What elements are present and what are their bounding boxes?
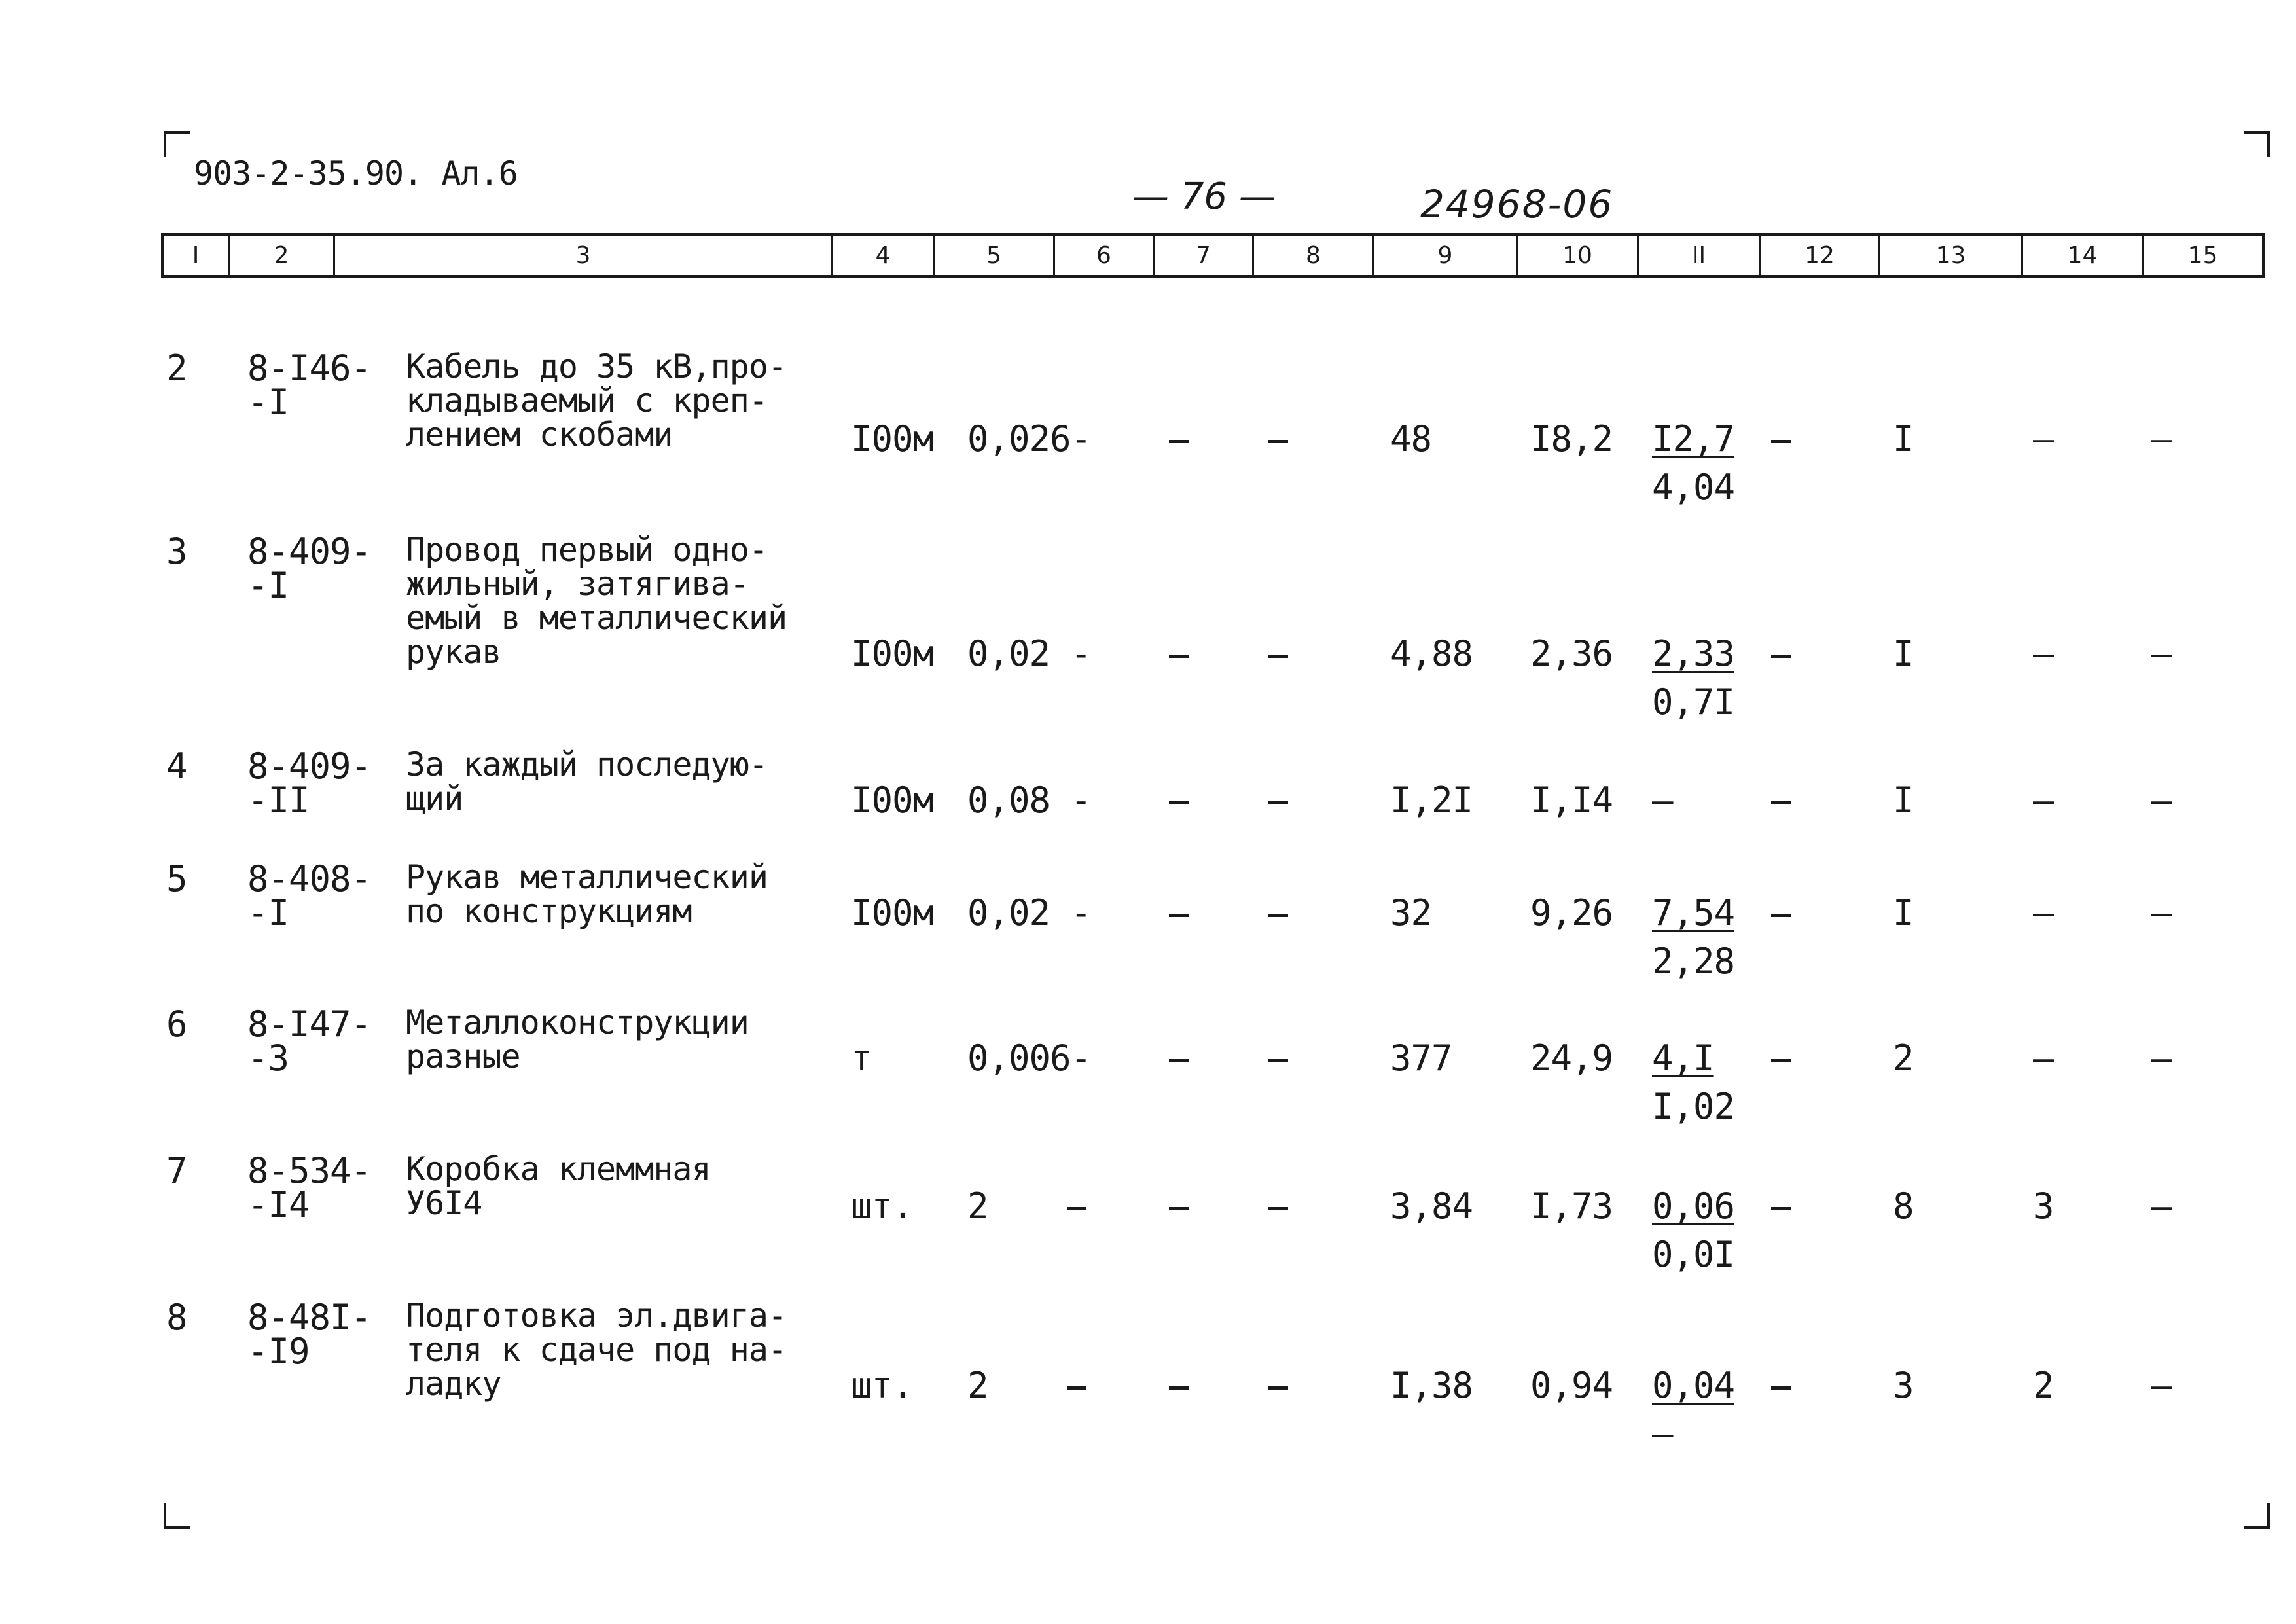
row-col11-top: – <box>1652 780 1673 821</box>
row-col13: 8 <box>1893 1185 1914 1227</box>
row-col11-top: 7,54 <box>1652 892 1735 933</box>
column-header-14: 14 <box>2021 236 2142 275</box>
dash-col7 <box>1169 655 1189 658</box>
row-col11-top: I2,7 <box>1652 418 1735 460</box>
page-number: — 76 — <box>1132 175 1276 218</box>
row-number: 3 <box>166 531 187 572</box>
column-header-1: I <box>192 242 200 269</box>
row-code-line1: 8-I47- <box>247 1003 372 1045</box>
row-col15: – <box>2151 1365 2172 1406</box>
column-header-7: 7 <box>1153 236 1252 275</box>
row-col11-top: 0,04 <box>1652 1365 1735 1406</box>
dash-col7 <box>1169 1207 1189 1210</box>
dash-col12 <box>1771 440 1791 443</box>
column-header-5: 5 <box>933 236 1053 275</box>
dash-col8 <box>1268 440 1288 443</box>
dash-col12 <box>1771 801 1791 804</box>
column-header-12: 12 <box>1759 236 1878 275</box>
row-number: 5 <box>166 858 187 899</box>
row-code-line1: 8-409- <box>247 531 372 572</box>
row-col10: I,I4 <box>1530 780 1613 821</box>
row-col11-bottom: 0,0I <box>1652 1234 1735 1275</box>
dash-col12 <box>1771 655 1791 658</box>
row-code-line1: 8-409- <box>247 746 372 787</box>
row-col14: – <box>2033 892 2054 933</box>
column-header-2: 2 <box>228 236 333 275</box>
row-code-line2: -I <box>247 892 289 933</box>
row-code-line2: -II <box>247 780 310 821</box>
dash-col7 <box>1169 801 1189 804</box>
row-number: 2 <box>166 348 187 389</box>
row-number: 4 <box>166 746 187 787</box>
dash-col7 <box>1169 1059 1189 1062</box>
column-header-13: 13 <box>1878 236 2021 275</box>
column-header-3: 3 <box>333 236 831 275</box>
row-col13: I <box>1893 892 1914 933</box>
row-col10: 9,26 <box>1530 892 1613 933</box>
row-unit: I00м <box>851 892 934 933</box>
row-col9: 4,88 <box>1390 633 1473 674</box>
document-code: 903-2-35.90. Ал.6 <box>194 154 518 192</box>
row-quantity: 2 <box>967 1185 988 1227</box>
row-quantity: 2 <box>967 1365 988 1406</box>
row-col13: 2 <box>1893 1038 1914 1079</box>
row-col14: 3 <box>2033 1185 2054 1227</box>
row-col11-top: 0,06 <box>1652 1185 1735 1227</box>
row-description: Металлоконструкции разные <box>406 1003 749 1075</box>
row-unit: т <box>851 1038 872 1079</box>
corner-mark-bottom-left <box>164 1503 190 1529</box>
dash-col6 <box>1067 1207 1086 1210</box>
column-header-4: 4 <box>831 236 933 275</box>
row-quantity: 0,02 - <box>967 892 1092 933</box>
column-header-row <box>161 233 2265 278</box>
row-code-line2: -I <box>247 565 289 606</box>
row-col13: I <box>1893 418 1914 460</box>
row-col10: 2,36 <box>1530 633 1613 674</box>
column-header-8: 8 <box>1252 236 1372 275</box>
dash-col8 <box>1268 1207 1288 1210</box>
row-description: За каждый последую- щий <box>406 746 768 818</box>
row-description: Коробка клеммная У6I4 <box>406 1150 711 1222</box>
dash-col8 <box>1268 1386 1288 1390</box>
row-number: 8 <box>166 1297 187 1338</box>
corner-mark-top-left <box>164 131 190 157</box>
row-number: 6 <box>166 1003 187 1045</box>
row-col15: – <box>2151 633 2172 674</box>
dash-col6 <box>1067 1386 1086 1390</box>
row-code-line2: -I <box>247 382 289 423</box>
dash-col8 <box>1268 655 1288 658</box>
row-col11-bottom: I,02 <box>1652 1086 1735 1127</box>
row-unit: шт. <box>851 1185 913 1227</box>
column-header-9: 9 <box>1372 236 1516 275</box>
sheet-id: 24968-06 <box>1420 182 1614 226</box>
row-quantity: 0,02 - <box>967 633 1092 674</box>
dash-col12 <box>1771 1059 1791 1062</box>
row-col14: – <box>2033 780 2054 821</box>
dash-col8 <box>1268 914 1288 917</box>
row-col11-top: 4,I <box>1652 1038 1714 1079</box>
row-col11-bottom: 4,04 <box>1652 467 1735 508</box>
row-description: Кабель до 35 кВ,про- кладываемый с креп- лением скобами <box>406 348 787 454</box>
row-code-line1: 8-48I- <box>247 1297 372 1338</box>
row-code-line2: -3 <box>247 1038 289 1079</box>
row-col9: I,38 <box>1390 1365 1473 1406</box>
row-unit: I00м <box>851 418 934 460</box>
row-quantity: 0,026- <box>967 418 1092 460</box>
row-col15: – <box>2151 1038 2172 1079</box>
row-description: Рукав металлический по конструкциям <box>406 858 768 930</box>
column-header-6: 6 <box>1053 236 1153 275</box>
dash-col12 <box>1771 1207 1791 1210</box>
row-quantity: 0,08 - <box>967 780 1092 821</box>
corner-mark-top-right <box>2244 131 2270 157</box>
row-col14: – <box>2033 633 2054 674</box>
row-code-line2: -I4 <box>247 1184 310 1225</box>
row-col13: I <box>1893 780 1914 821</box>
row-col9: 32 <box>1390 892 1432 933</box>
dash-col8 <box>1268 1059 1288 1062</box>
row-col11-top: 2,33 <box>1652 633 1735 674</box>
row-col15: – <box>2151 418 2172 460</box>
row-col15: – <box>2151 1185 2172 1227</box>
dash-col7 <box>1169 440 1189 443</box>
dash-col8 <box>1268 801 1288 804</box>
row-quantity: 0,006- <box>967 1038 1092 1079</box>
row-col13: 3 <box>1893 1365 1914 1406</box>
row-col15: – <box>2151 780 2172 821</box>
row-code-line2: -I9 <box>247 1331 310 1372</box>
row-col10: 0,94 <box>1530 1365 1613 1406</box>
row-col11-bottom: – <box>1652 1413 1673 1454</box>
row-code-line1: 8-I46- <box>247 348 372 389</box>
row-col11-bottom: 0,7I <box>1652 681 1735 723</box>
row-col14: – <box>2033 1038 2054 1079</box>
row-unit: шт. <box>851 1365 913 1406</box>
row-unit: I00м <box>851 780 934 821</box>
row-code-line1: 8-534- <box>247 1150 372 1191</box>
dash-col7 <box>1169 1386 1189 1390</box>
dash-col12 <box>1771 1386 1791 1390</box>
row-unit: I00м <box>851 633 934 674</box>
row-description: Провод первый одно- жильный, затягива- емый в металлический рукав <box>406 531 787 671</box>
row-col14: – <box>2033 418 2054 460</box>
row-code-line1: 8-408- <box>247 858 372 899</box>
row-col9: 3,84 <box>1390 1185 1473 1227</box>
dash-col12 <box>1771 914 1791 917</box>
row-col10: I8,2 <box>1530 418 1613 460</box>
column-header-15: 15 <box>2142 236 2262 275</box>
column-header-11: II <box>1637 236 1759 275</box>
row-description: Подготовка эл.двига- теля к сдаче под на- ладку <box>406 1297 787 1403</box>
row-col11-bottom: 2,28 <box>1652 941 1735 982</box>
row-col15: – <box>2151 892 2172 933</box>
row-col10: 24,9 <box>1530 1038 1613 1079</box>
row-col9: 377 <box>1390 1038 1452 1079</box>
corner-mark-bottom-right <box>2244 1503 2270 1529</box>
row-col9: 48 <box>1390 418 1432 460</box>
row-col13: I <box>1893 633 1914 674</box>
dash-col7 <box>1169 914 1189 917</box>
row-col14: 2 <box>2033 1365 2054 1406</box>
row-col10: I,73 <box>1530 1185 1613 1227</box>
column-header-10: 10 <box>1516 236 1637 275</box>
row-number: 7 <box>166 1150 187 1191</box>
row-col9: I,2I <box>1390 780 1473 821</box>
